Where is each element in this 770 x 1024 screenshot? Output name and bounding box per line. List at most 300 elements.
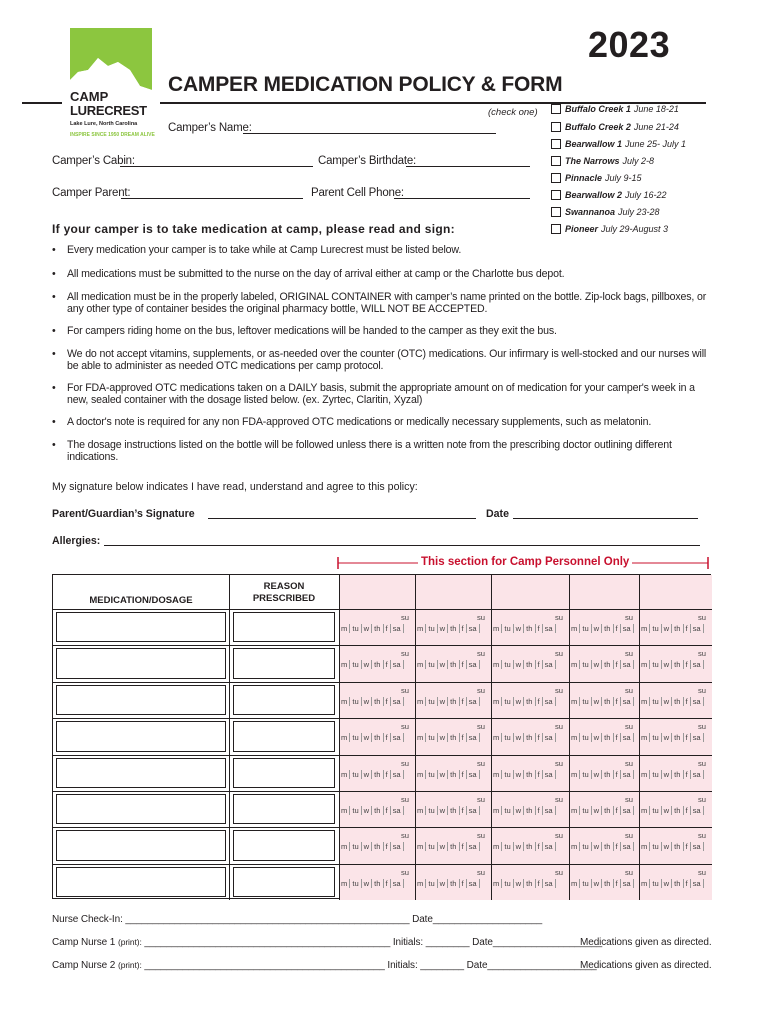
day-su-label[interactable]: su (401, 649, 410, 659)
day-label[interactable]: w (592, 770, 602, 779)
day-label[interactable]: sa (543, 697, 556, 706)
day-label[interactable]: m (415, 697, 426, 706)
day-label[interactable]: m (491, 806, 502, 815)
day-label[interactable]: tu (650, 842, 661, 851)
day-label[interactable]: f (684, 879, 691, 888)
day-label[interactable]: th (448, 660, 459, 669)
day-label[interactable]: tu (502, 879, 513, 888)
day-label[interactable]: sa (691, 697, 704, 706)
day-label[interactable]: tu (502, 842, 513, 851)
day-label[interactable]: w (362, 770, 372, 779)
day-label[interactable]: f (460, 660, 467, 669)
day-label[interactable]: tu (650, 697, 661, 706)
day-label[interactable]: f (460, 733, 467, 742)
day-label[interactable]: tu (580, 879, 591, 888)
day-label[interactable]: tu (426, 697, 437, 706)
day-label[interactable]: w (438, 697, 448, 706)
day-su-label[interactable]: su (401, 831, 410, 841)
day-label[interactable]: m (491, 770, 502, 779)
day-su-label[interactable]: su (555, 613, 564, 622)
day-label[interactable]: m (339, 624, 350, 633)
day-checkboxes[interactable] (639, 660, 704, 669)
day-checkboxes[interactable] (415, 660, 480, 669)
day-su-label[interactable]: su (555, 867, 564, 877)
day-su-label[interactable]: su (477, 722, 486, 732)
day-label[interactable]: sa (691, 879, 704, 888)
day-label[interactable]: w (662, 733, 672, 742)
day-label[interactable]: sa (467, 733, 480, 742)
day-label[interactable]: w (362, 697, 372, 706)
day-label[interactable]: sa (621, 660, 634, 669)
day-label[interactable]: w (362, 842, 372, 851)
day-label[interactable]: f (684, 806, 691, 815)
day-label[interactable]: sa (621, 842, 634, 851)
day-label[interactable]: f (384, 879, 391, 888)
day-label[interactable]: f (536, 660, 543, 669)
day-su-label[interactable]: su (698, 758, 707, 768)
day-label[interactable]: th (524, 624, 535, 633)
session-checkbox[interactable] (551, 156, 561, 166)
day-label[interactable]: sa (543, 660, 556, 669)
day-label[interactable]: tu (426, 733, 437, 742)
day-label[interactable]: m (639, 624, 650, 633)
day-su-label[interactable]: su (555, 649, 564, 659)
day-checkboxes[interactable] (569, 697, 634, 706)
day-label[interactable]: th (448, 770, 459, 779)
day-label[interactable]: th (372, 624, 383, 633)
day-label[interactable]: sa (543, 770, 556, 779)
day-checkboxes[interactable] (569, 879, 634, 888)
day-label[interactable]: th (448, 697, 459, 706)
day-label[interactable]: m (415, 624, 426, 633)
day-label[interactable]: m (569, 806, 580, 815)
day-label[interactable]: th (602, 806, 613, 815)
day-checkboxes[interactable] (415, 806, 480, 815)
day-label[interactable]: m (339, 697, 350, 706)
medication-dosage-input[interactable] (56, 721, 226, 751)
day-checkboxes[interactable] (415, 770, 480, 779)
day-label[interactable]: th (372, 660, 383, 669)
day-label[interactable]: w (438, 660, 448, 669)
day-label[interactable]: m (339, 879, 350, 888)
day-label[interactable]: m (491, 879, 502, 888)
day-label[interactable]: sa (391, 879, 404, 888)
day-checkboxes[interactable] (639, 733, 704, 742)
day-label[interactable]: m (569, 697, 580, 706)
day-label[interactable]: th (524, 770, 535, 779)
day-label[interactable]: th (672, 842, 683, 851)
day-label[interactable]: w (438, 842, 448, 851)
session-option[interactable] (551, 156, 654, 166)
day-su-label[interactable]: su (698, 867, 707, 877)
day-label[interactable]: f (384, 660, 391, 669)
day-label[interactable]: sa (691, 624, 704, 633)
day-label[interactable]: f (384, 770, 391, 779)
day-label[interactable]: tu (580, 660, 591, 669)
day-su-label[interactable]: su (625, 685, 634, 695)
day-label[interactable]: th (602, 879, 613, 888)
day-label[interactable]: th (602, 624, 613, 633)
day-label[interactable]: tu (350, 660, 361, 669)
medication-dosage-input[interactable] (56, 685, 226, 715)
day-label[interactable]: sa (467, 842, 480, 851)
day-su-label[interactable]: su (555, 794, 564, 804)
day-label[interactable]: w (438, 806, 448, 815)
day-checkboxes[interactable] (339, 842, 404, 851)
day-label[interactable]: w (592, 842, 602, 851)
day-su-label[interactable]: su (477, 613, 486, 622)
day-su-label[interactable]: su (625, 722, 634, 732)
day-checkboxes[interactable] (639, 842, 704, 851)
day-label[interactable]: tu (426, 770, 437, 779)
day-label[interactable]: sa (391, 697, 404, 706)
day-su-label[interactable]: su (698, 831, 707, 841)
day-label[interactable]: th (524, 733, 535, 742)
parent-cell-field[interactable] (394, 198, 530, 199)
day-label[interactable]: th (372, 842, 383, 851)
day-su-label[interactable]: su (698, 794, 707, 804)
day-label[interactable]: f (684, 660, 691, 669)
day-label[interactable]: f (460, 842, 467, 851)
medication-dosage-input[interactable] (56, 830, 226, 860)
day-label[interactable]: w (662, 842, 672, 851)
day-label[interactable]: sa (543, 879, 556, 888)
day-checkboxes[interactable] (491, 624, 556, 633)
day-label[interactable]: sa (621, 733, 634, 742)
day-label[interactable]: m (491, 733, 502, 742)
day-label[interactable]: w (662, 879, 672, 888)
day-label[interactable]: tu (350, 879, 361, 888)
day-label[interactable]: f (536, 733, 543, 742)
day-su-label[interactable]: su (625, 758, 634, 768)
day-label[interactable]: w (592, 660, 602, 669)
day-label[interactable]: sa (391, 624, 404, 633)
day-su-label[interactable]: su (555, 685, 564, 695)
day-label[interactable]: m (415, 879, 426, 888)
signature-date-field[interactable] (513, 518, 698, 519)
day-label[interactable]: tu (650, 770, 661, 779)
day-su-label[interactable]: su (625, 794, 634, 804)
day-label[interactable]: m (339, 806, 350, 815)
day-su-label[interactable]: su (698, 722, 707, 732)
session-option[interactable] (551, 207, 660, 217)
session-option[interactable] (551, 173, 642, 183)
day-label[interactable]: sa (543, 806, 556, 815)
day-label[interactable]: th (448, 624, 459, 633)
day-label[interactable]: f (384, 697, 391, 706)
day-label[interactable]: th (672, 879, 683, 888)
session-checkbox[interactable] (551, 190, 561, 200)
day-label[interactable]: sa (691, 842, 704, 851)
camper-parent-field[interactable] (121, 198, 303, 199)
day-label[interactable]: m (639, 660, 650, 669)
day-label[interactable]: f (460, 879, 467, 888)
day-label[interactable]: sa (691, 770, 704, 779)
day-label[interactable]: m (639, 770, 650, 779)
day-label[interactable]: tu (650, 879, 661, 888)
day-label[interactable]: f (614, 806, 621, 815)
allergies-field[interactable] (104, 545, 700, 546)
day-label[interactable]: w (662, 806, 672, 815)
day-label[interactable]: tu (580, 842, 591, 851)
reason-prescribed-input[interactable] (233, 794, 335, 824)
day-label[interactable]: tu (650, 733, 661, 742)
day-label[interactable]: f (684, 697, 691, 706)
day-label[interactable]: tu (350, 697, 361, 706)
day-checkboxes[interactable] (639, 624, 704, 633)
day-label[interactable]: tu (350, 842, 361, 851)
day-label[interactable]: th (524, 697, 535, 706)
day-label[interactable]: th (524, 660, 535, 669)
day-checkboxes[interactable] (491, 660, 556, 669)
day-label[interactable]: th (672, 660, 683, 669)
day-checkboxes[interactable] (569, 660, 634, 669)
day-label[interactable]: th (602, 733, 613, 742)
reason-prescribed-input[interactable] (233, 830, 335, 860)
day-label[interactable]: tu (650, 806, 661, 815)
day-label[interactable]: w (514, 624, 524, 633)
day-label[interactable]: th (372, 806, 383, 815)
day-label[interactable]: sa (391, 806, 404, 815)
day-label[interactable]: th (524, 879, 535, 888)
day-label[interactable]: f (460, 697, 467, 706)
day-label[interactable]: w (662, 697, 672, 706)
day-label[interactable]: th (372, 697, 383, 706)
day-label[interactable]: tu (502, 697, 513, 706)
day-label[interactable]: m (415, 660, 426, 669)
session-checkbox[interactable] (551, 104, 561, 114)
day-checkboxes[interactable] (339, 879, 404, 888)
day-label[interactable]: w (514, 660, 524, 669)
campers-cabin-field[interactable] (120, 166, 313, 167)
day-label[interactable]: w (662, 660, 672, 669)
session-checkbox[interactable] (551, 207, 561, 217)
day-label[interactable]: f (614, 770, 621, 779)
session-checkbox[interactable] (551, 224, 561, 234)
day-checkboxes[interactable] (339, 697, 404, 706)
day-checkboxes[interactable] (569, 806, 634, 815)
day-checkboxes[interactable] (415, 842, 480, 851)
day-label[interactable]: w (438, 733, 448, 742)
day-checkboxes[interactable] (339, 770, 404, 779)
day-label[interactable]: th (372, 733, 383, 742)
day-label[interactable]: tu (426, 806, 437, 815)
medication-dosage-input[interactable] (56, 867, 226, 897)
day-label[interactable]: w (514, 806, 524, 815)
day-label[interactable]: w (514, 879, 524, 888)
day-label[interactable]: m (491, 842, 502, 851)
day-label[interactable]: f (614, 842, 621, 851)
day-label[interactable]: m (569, 733, 580, 742)
day-su-label[interactable]: su (698, 613, 707, 622)
day-label[interactable]: th (672, 806, 683, 815)
day-checkboxes[interactable] (491, 842, 556, 851)
day-label[interactable]: th (448, 806, 459, 815)
day-label[interactable]: w (438, 624, 448, 633)
day-label[interactable]: f (536, 842, 543, 851)
day-label[interactable]: w (592, 806, 602, 815)
day-checkboxes[interactable] (569, 624, 634, 633)
day-label[interactable]: sa (691, 733, 704, 742)
day-label[interactable]: f (536, 879, 543, 888)
day-label[interactable]: w (438, 770, 448, 779)
day-label[interactable]: f (614, 697, 621, 706)
day-label[interactable]: m (415, 770, 426, 779)
day-label[interactable]: th (372, 879, 383, 888)
day-label[interactable]: m (491, 697, 502, 706)
day-label[interactable]: m (639, 697, 650, 706)
day-label[interactable]: m (639, 733, 650, 742)
day-su-label[interactable]: su (401, 794, 410, 804)
day-label[interactable]: f (536, 770, 543, 779)
day-label[interactable]: m (491, 624, 502, 633)
day-checkboxes[interactable] (491, 733, 556, 742)
day-label[interactable]: f (460, 806, 467, 815)
session-option[interactable] (551, 122, 679, 132)
day-label[interactable]: f (614, 624, 621, 633)
day-label[interactable]: w (362, 879, 372, 888)
day-label[interactable]: f (684, 624, 691, 633)
day-label[interactable]: th (602, 770, 613, 779)
day-label[interactable]: w (592, 697, 602, 706)
session-option[interactable] (551, 139, 686, 149)
day-label[interactable]: sa (543, 624, 556, 633)
day-label[interactable]: w (362, 624, 372, 633)
day-checkboxes[interactable] (491, 770, 556, 779)
day-label[interactable]: sa (391, 842, 404, 851)
day-label[interactable]: tu (502, 770, 513, 779)
day-su-label[interactable]: su (477, 867, 486, 877)
day-su-label[interactable]: su (477, 758, 486, 768)
day-checkboxes[interactable] (639, 770, 704, 779)
reason-prescribed-input[interactable] (233, 758, 335, 788)
day-label[interactable]: m (569, 842, 580, 851)
day-label[interactable]: w (362, 806, 372, 815)
day-label[interactable]: m (339, 660, 350, 669)
day-label[interactable]: sa (467, 806, 480, 815)
day-su-label[interactable]: su (625, 649, 634, 659)
reason-prescribed-input[interactable] (233, 648, 335, 678)
day-checkboxes[interactable] (339, 806, 404, 815)
campers-birthdate-field[interactable] (406, 166, 530, 167)
day-label[interactable]: w (662, 624, 672, 633)
day-label[interactable]: m (339, 842, 350, 851)
day-label[interactable]: tu (580, 770, 591, 779)
day-label[interactable]: sa (543, 733, 556, 742)
day-label[interactable]: th (524, 806, 535, 815)
day-label[interactable]: tu (502, 660, 513, 669)
day-checkboxes[interactable] (639, 697, 704, 706)
day-label[interactable]: tu (502, 733, 513, 742)
day-label[interactable]: sa (467, 697, 480, 706)
day-label[interactable]: tu (650, 624, 661, 633)
day-label[interactable]: tu (650, 660, 661, 669)
day-label[interactable]: tu (580, 733, 591, 742)
day-su-label[interactable]: su (555, 722, 564, 732)
day-label[interactable]: tu (580, 806, 591, 815)
day-label[interactable]: m (415, 842, 426, 851)
day-label[interactable]: f (460, 624, 467, 633)
day-checkboxes[interactable] (639, 806, 704, 815)
day-su-label[interactable]: su (401, 722, 410, 732)
day-label[interactable]: th (448, 733, 459, 742)
day-label[interactable]: sa (691, 660, 704, 669)
day-checkboxes[interactable] (569, 733, 634, 742)
session-checkbox[interactable] (551, 139, 561, 149)
day-checkboxes[interactable] (339, 624, 404, 633)
medication-dosage-input[interactable] (56, 648, 226, 678)
day-label[interactable]: m (491, 660, 502, 669)
day-checkboxes[interactable] (569, 842, 634, 851)
day-label[interactable]: w (514, 842, 524, 851)
medication-dosage-input[interactable] (56, 612, 226, 642)
day-label[interactable]: sa (621, 697, 634, 706)
day-su-label[interactable]: su (401, 867, 410, 877)
day-label[interactable]: th (448, 842, 459, 851)
medication-dosage-input[interactable] (56, 794, 226, 824)
day-checkboxes[interactable] (569, 770, 634, 779)
day-label[interactable]: w (514, 770, 524, 779)
day-label[interactable]: f (684, 733, 691, 742)
day-su-label[interactable]: su (698, 685, 707, 695)
day-label[interactable]: tu (580, 697, 591, 706)
day-label[interactable]: th (602, 697, 613, 706)
day-label[interactable]: f (384, 842, 391, 851)
day-label[interactable]: sa (467, 879, 480, 888)
day-label[interactable]: th (672, 770, 683, 779)
day-label[interactable]: tu (426, 879, 437, 888)
day-su-label[interactable]: su (477, 685, 486, 695)
day-label[interactable]: w (362, 660, 372, 669)
day-checkboxes[interactable] (339, 733, 404, 742)
day-label[interactable]: th (372, 770, 383, 779)
campers-name-field[interactable] (243, 133, 496, 134)
day-su-label[interactable]: su (625, 613, 634, 622)
session-option[interactable] (551, 190, 667, 200)
day-label[interactable]: f (614, 733, 621, 742)
medication-dosage-input[interactable] (56, 758, 226, 788)
day-label[interactable]: sa (621, 624, 634, 633)
day-label[interactable]: tu (350, 733, 361, 742)
day-label[interactable]: m (339, 733, 350, 742)
day-label[interactable]: w (592, 733, 602, 742)
day-label[interactable]: w (514, 733, 524, 742)
day-label[interactable]: sa (621, 806, 634, 815)
day-checkboxes[interactable] (491, 697, 556, 706)
day-label[interactable]: f (536, 697, 543, 706)
day-label[interactable]: w (362, 733, 372, 742)
day-label[interactable]: th (672, 733, 683, 742)
day-checkboxes[interactable] (491, 806, 556, 815)
day-checkboxes[interactable] (415, 697, 480, 706)
day-label[interactable]: w (438, 879, 448, 888)
day-label[interactable]: f (460, 770, 467, 779)
day-su-label[interactable]: su (555, 758, 564, 768)
reason-prescribed-input[interactable] (233, 685, 335, 715)
day-label[interactable]: tu (350, 624, 361, 633)
day-label[interactable]: sa (621, 770, 634, 779)
day-label[interactable]: m (569, 770, 580, 779)
day-label[interactable]: th (672, 624, 683, 633)
day-su-label[interactable]: su (477, 831, 486, 841)
day-label[interactable]: th (602, 842, 613, 851)
day-label[interactable]: m (639, 806, 650, 815)
day-checkboxes[interactable] (491, 879, 556, 888)
day-label[interactable]: tu (426, 660, 437, 669)
day-label[interactable]: sa (467, 770, 480, 779)
day-label[interactable]: tu (502, 624, 513, 633)
day-su-label[interactable]: su (625, 867, 634, 877)
